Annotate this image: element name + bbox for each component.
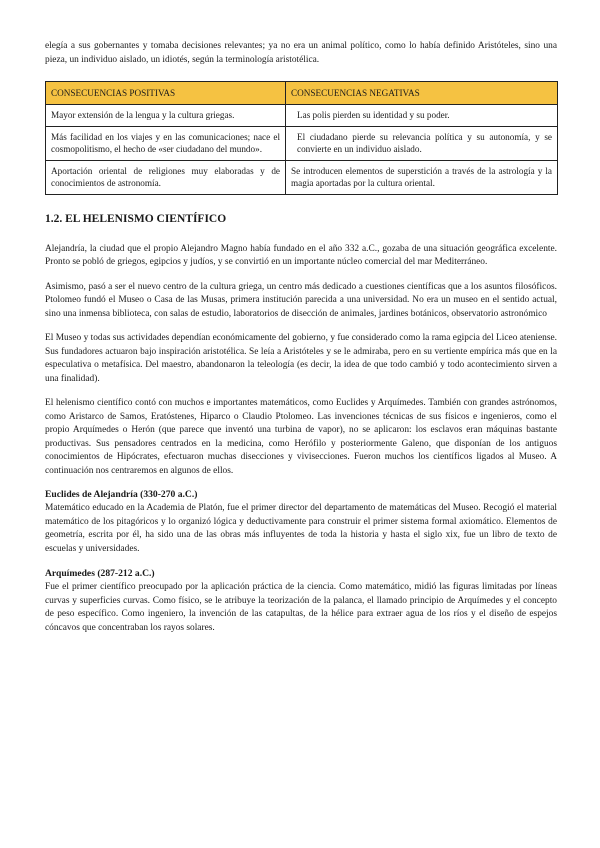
bio-title-euclides: Euclides de Alejandría (330-270 a.C.) [45, 489, 198, 500]
body-paragraph: Alejandría, la ciudad que el propio Alejandro Magno había fundado en el año 332 a.C., gozaba de una situación geográfica excelente. Pronto se pobló de griegos, egipcios y judíos, y se convirtió en un importante núcleo comercial del mar Mediterráneo. [45, 243, 557, 267]
section-title: 1.2. EL HELENISMO CIENTÍFICO [45, 212, 227, 225]
table-row [46, 105, 558, 127]
table-header-row [46, 82, 558, 105]
bio-text-arquimedes: Fue el primer científico preocupado por la aplicación práctica de la ciencia. Como matemático, midió las figuras limitadas por líneas curvas y superficies curvas. Como físico, se le atribuye la teorización de la palanca, el llamado principio de Arquímedes y el concepto de peso específico. Como ingeniero, la invención de las catapultas, de la hélice para extraer agua de los ríos y el diseño de espejos cóncavos que concentraban los rayos solares. [45, 582, 557, 633]
table-cell-positive: Más facilidad en los viajes y en las comunicaciones; nace el cosmopolitismo, el hecho de «ser ciudadano del mundo». [46, 126, 286, 160]
intro-paragraph: elegía a sus gobernantes y tomaba decisiones relevantes; ya no era un animal político, como lo había definido Aristóteles, sino una pieza, un individuo aislado, un idiotés, según la terminología aristotélica. [45, 41, 557, 65]
table-cell-negative: El ciudadano pierde su relevancia política y su autonomía, y se convierte en un individuo aislado. [286, 126, 558, 160]
document-page [45, 40, 557, 647]
bio-title-arquimedes: Arquímedes (287-212 a.C.) [45, 568, 155, 579]
bio-text-euclides: Matemático educado en la Academia de Platón, fue el primer director del departamento de matemáticas del Museo. Recogió el material matemático de los pitagóricos y lo organizó lógica y deductivamente para construir el primer sistema formal axiomático. Elementos de geometría, escrita por él, ha sido una de las obras más influyentes de toda la historia y hasta el siglo xix, fue un libro de texto de escuelas y universidades. [45, 503, 557, 554]
table-row [46, 126, 558, 160]
body-paragraph: El helenismo científico contó con muchos e importantes matemáticos, como Euclides y Arquímedes. También con grandes astrónomos, como Aristarco de Samos, Eratóstenes, Hiparco o Claudio Ptolomeo. Las invenciones técnicas de sus físicos e ingenieros, como el propio Arquímedes o Herón (que parece que inventó una turbina de vapor), no se aplicaron: los esclavos eran máquinas bastante productivas. Sus pensadores centrados en la medicina, como Herófilo y posteriormente Galeno, que disponían de los antiguos conocimientos de Hipócrates, efectuaron muchas disecciones y vivisecciones. Fueron muchos los científicos ligados al Museo. A continuación nos centraremos en algunos de ellos. [45, 398, 557, 476]
table-row [46, 160, 558, 194]
table-cell-negative: Se introducen elementos de superstición a través de la astrología y la magia aportadas por la cultura oriental. [286, 160, 558, 194]
table-cell-positive: Mayor extensión de la lengua y la cultura griegas. [46, 105, 286, 127]
body-paragraph: Asimismo, pasó a ser el nuevo centro de la cultura griega, un centro más dedicado a cuestiones científicas que a los asuntos filosóficos. Ptolomeo fundó el Museo o Casa de las Musas, primera institución parecida a una universidad. No era un museo en el sentido actual, sino una inmensa biblioteca, con salas de estudio, laboratorios de disección de animales, jardines botánicos, observatorio astronómico [45, 281, 557, 319]
body-paragraph: El Museo y todas sus actividades dependían económicamente del gobierno, y fue considerado como la rama egipcia del Liceo ateniense. Sus fundadores actuaron bajo inspiración aristotélica. Se leía a Aristóteles y se le admiraba, pero en su vertiente empírica más que en la especulativa o metafísica. Del maestro, abandonaron la teleología (es decir, la idea de que todo cambió y todo acontecimiento sirven a una finalidad). [45, 333, 557, 384]
header-positive: CONSECUENCIAS POSITIVAS [46, 82, 286, 105]
consequences-table [45, 81, 558, 195]
table-cell-negative: Las polis pierden su identidad y su poder. [286, 105, 558, 127]
header-negative: CONSECUENCIAS NEGATIVAS [286, 82, 558, 105]
table-cell-positive: Aportación oriental de religiones muy elaboradas y de conocimientos de astronomía. [46, 160, 286, 194]
